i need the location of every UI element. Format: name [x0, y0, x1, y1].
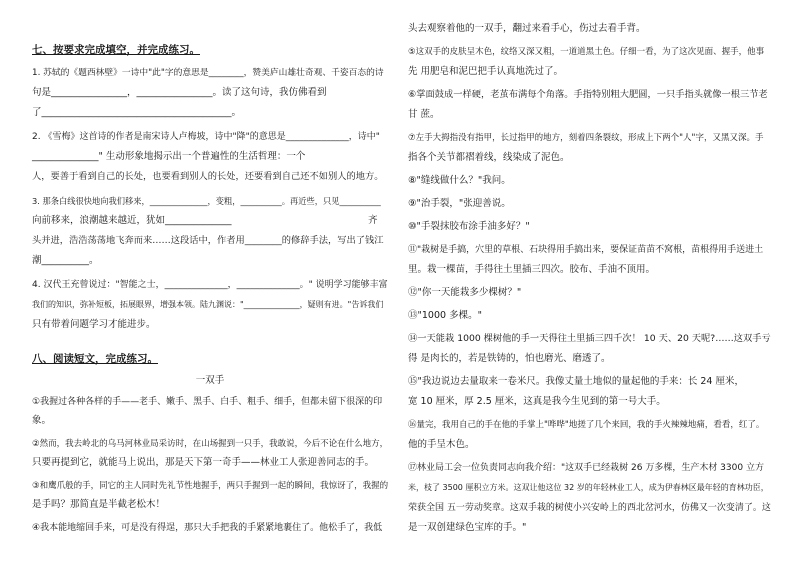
paragraph-14-line-1: ⑭一天能栽 1000 棵树他的手一天得往土里插三四千次！ 10 天、20 天呢?……这双手亏	[408, 333, 771, 344]
continued-line: 头去观察着他的一双手，翻过来看手心，伤过去看手背。	[408, 23, 646, 34]
paragraph-5-line-2: 先 用肥皂和泥巴把手认真地洗过了。	[408, 66, 564, 77]
paragraph-8: ⑧"缝线做什么？"我问。	[408, 175, 511, 186]
paragraph-17-line-2: 米，枝了 3500 厘积立方米。这双让他这位 32 岁的年轻林业工人，成为伊春林区最年轻的育林功臣，	[408, 483, 769, 492]
q1-line-2: 句是________________，________________。读了这句诗，我仿佛看到	[32, 87, 327, 98]
q3-line-2-tail: 齐	[368, 215, 378, 226]
paragraph-2-line-2: 只要再提到它，就能马上说出，那是天下第一奇手——林业工人张迎善同志的手。	[32, 457, 375, 468]
q2-line-1: 2. 《雪梅》这首诗的作者是南宋诗人卢梅坡，诗中"降"的意思是______________，诗中"	[32, 132, 380, 142]
paragraph-17-line-4: 是一双创建绿色宝库的手。"	[408, 522, 527, 533]
paragraph-2-line-1: ②然而，我去岭北的乌马河林业局采访时，在山场握到一只手，我敢说，今后不论在什么地方，	[32, 439, 389, 449]
paragraph-1-line-1: ①我握过各种各样的手——老手、嫩手、黑手、白手、粗手、细手，但都未留下很深的印	[32, 397, 383, 407]
paragraph-11-line-1: ⑪"栽树是手搞，穴里的草根、石块得用手搞出来，要保证苗苗不窝根，苗根得用手送进土	[408, 245, 764, 255]
paragraph-1-line-2: 象。	[32, 415, 52, 426]
q2-line-2: ______________" 生动形象地揭示出一个普遍性的生活哲理：一个	[32, 151, 306, 162]
paragraph-6-line-1: ⑥掌面鼓成一样硬，老茧布满每个角落。手指特别粗大肥圆，一只手指头就像一根三节老	[408, 89, 768, 100]
paragraph-3-line-1: ③和鹰爪般的手，同它的主人同时先礼节性地握手，两只手握到一起的瞬间，我惊讶了，我握的	[32, 481, 389, 491]
paragraph-9: ⑨"治手裂，"张迎善说。	[408, 198, 511, 209]
section-8-title: 八、阅读短文，完成练习。	[32, 353, 158, 365]
paragraph-17-line-3: 荣获全国 五一劳动奖章。这双手栽的树使小兴安岭上的西北岔河水，仿佛又一次变清了。这	[408, 503, 771, 513]
paragraph-6-line-2: 甘 蔗。	[408, 109, 440, 120]
paragraph-17-line-1: ⑰林业局工会一位负责同志向我介绍："这双手已经栽树 26 万多棵，生产木材 3300 立方	[408, 463, 764, 473]
paragraph-16-line-2: 他的手呈木色。	[408, 439, 475, 450]
q3-line-2: 向前移来，浪潮越来越近，犹如______________	[32, 215, 232, 226]
q4-line-1: 4. 汉代王充曾说过："智能之士，______________，______________。" 说明学习能够丰富	[32, 280, 388, 290]
section-7-title: 七、按要求完成填空，并完成练习。	[32, 44, 200, 56]
q4-line-2: 我们的知识，弥补短板，拓展眼界，增强本领。陆九渊说："______________，疑则有进。"告诉我们	[32, 300, 384, 309]
paragraph-10: ⑩"手裂抹胶布涂手油多好？"	[408, 221, 530, 232]
q2-line-3: 人，要善于看到自己的长处，也要看到别人的长处，还要看到自己还不如别人的地方。	[32, 171, 384, 182]
paragraph-3-line-2: 是手吗？那简直是半截老松木！	[32, 499, 166, 510]
paragraph-4-line-1: ④我本能地缩回手来，可是没有得逞，那只大手把我的手紧紧地裹住了。他松手了，我低	[32, 523, 383, 533]
q3-line-3: 头并进，浩浩荡荡地飞奔而来……这段话中，作者用________的修辞手法，写出了钱江	[32, 235, 384, 246]
paragraph-11-line-2: 里。栽一棵苗，手得往土里插三四次。胶布、手油不顶用。	[408, 264, 656, 275]
q1-line-3: 了________________________________________。	[32, 107, 242, 118]
paragraph-16-line-1: ⑯量完，我用自己的手在他的手掌上"哗哗"地搓了几个来回，我的手火辣辣地痛，看看，红了。	[408, 420, 765, 430]
q4-line-3: 只有带着问题学习才能进步。	[32, 319, 156, 330]
paragraph-15-line-1: ⑮"我边说边去量取来一卷米尺。我像丈量土地似的量起他的手来：长 24 厘米，	[408, 376, 744, 387]
paragraph-5-line-1: ⑤这双手的皮肤呈木色，纹络又深又粗，一道道黑土色。仔细一看，为了这次见面、握手，他事	[408, 47, 765, 57]
paragraph-15-line-2: 宽 10 厘米，厚 2.5 厘米，这真是我今生见到的第一号大手。	[408, 396, 666, 407]
paragraph-7-line-1: ⑦左手大拇指没有指甲，长过指甲的地方，刻着四条裂纹，形成上下两个"人"字，又黑又深。手	[408, 133, 764, 143]
q3-line-4: 潮__________。	[32, 255, 99, 266]
q3-line-1: 3. 那条白线很快地向我们移来，______________，变粗，__________。再近些，只见__________	[32, 196, 381, 206]
paragraph-13: ⑬"1000 多棵。"	[408, 310, 482, 321]
q1-line-1: 1. 苏轼的《题西林壁》一诗中"此"字的意思是________，赞美庐山雄壮奇观、千姿百态的诗	[32, 68, 384, 78]
paragraph-12: ⑫"你一天能栽多少棵树？"	[408, 287, 522, 298]
article-title: 一双手	[195, 375, 225, 386]
paragraph-14-line-2: 得 是肉长的，若是铁铸的，怕也磨光、磨透了。	[408, 353, 611, 364]
paragraph-7-line-2: 指各个关节都褶着线，线染成了泥色。	[408, 152, 570, 163]
